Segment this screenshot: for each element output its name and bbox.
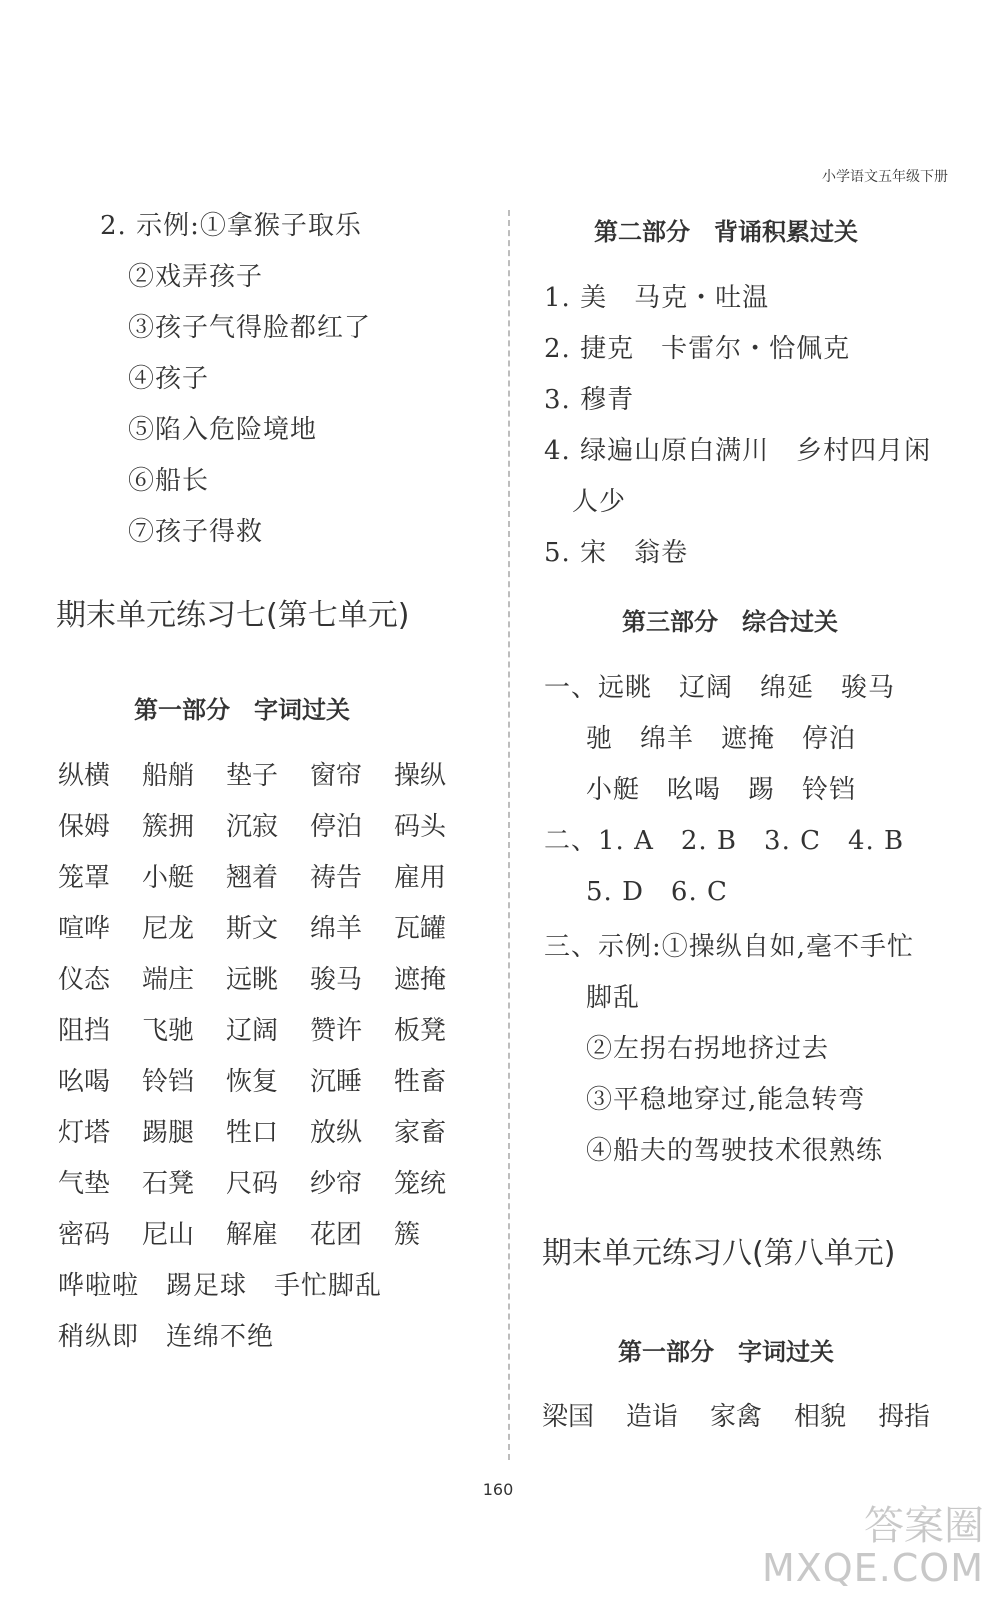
unit7-title: 期末单元练习七(第七单元) (56, 598, 410, 633)
vocab-word: 牲口 (226, 1118, 279, 1148)
part2-line: 2. 捷克 卡雷尔・恰佩克 (544, 334, 851, 364)
vocab-word: 铃铛 (142, 1067, 195, 1097)
watermark-logo (762, 1504, 984, 1590)
part1-title: 第一部分 字词过关 (134, 696, 350, 724)
part3-line: ②左拐右拐地挤过去 (586, 1034, 830, 1064)
vocab-row (58, 755, 478, 792)
vocab-word: 垫子 (226, 761, 279, 791)
vocab-word: 气垫 (58, 1169, 111, 1199)
part3-line: 驰 绵羊 遮掩 停泊 (586, 724, 857, 754)
vocab-word: 簇 (394, 1220, 421, 1250)
q2-line: ⑥船长 (128, 466, 210, 496)
part3-line: 5. D 6. C (586, 877, 728, 907)
vocab-row (58, 806, 478, 843)
vocab-row (58, 908, 478, 945)
vocab-word: 窗帘 (310, 761, 363, 791)
part2-line: 4. 绿遍山原白满川 乡村四月闲 (544, 436, 932, 466)
part1b-title: 第一部分 字词过关 (618, 1338, 834, 1366)
part3-line: 三、示例:①操纵自如,毫不手忙 (544, 932, 915, 962)
vocab-word: 密码 (58, 1220, 111, 1250)
part3-title: 第三部分 综合过关 (622, 608, 838, 636)
unit8-title: 期末单元练习八(第八单元) (542, 1236, 896, 1271)
vocab-word: 笼统 (394, 1169, 447, 1199)
vocab-word: 远眺 (226, 965, 279, 995)
watermark-text: 答案圈 (864, 1503, 984, 1550)
vocab-word: 端庄 (142, 965, 195, 995)
part2-title: 第二部分 背诵积累过关 (594, 218, 858, 246)
vocab-word: 瓦罐 (394, 914, 447, 944)
q2-line: ③孩子气得脸都红了 (128, 313, 372, 343)
vocab-word: 笼罩 (58, 863, 111, 893)
vocab-row (58, 857, 478, 894)
vocab-word: 石凳 (142, 1169, 195, 1199)
vocab-word: 板凳 (394, 1016, 447, 1046)
vocab-word: 雇用 (394, 863, 447, 893)
part3-line: ④船夫的驾驶技术很熟练 (586, 1136, 884, 1166)
vocab-row (58, 1214, 478, 1251)
vocab-word: 拇指 (878, 1402, 931, 1432)
part2-line: 人少 (572, 487, 627, 517)
part3-line: ③平稳地穿过,能急转弯 (586, 1085, 866, 1115)
vocab-word: 恢复 (226, 1067, 279, 1097)
q2-line: ②戏弄孩子 (128, 262, 264, 292)
column-divider (508, 210, 510, 1460)
vocab-row (58, 1163, 478, 1200)
vocab-word: 祷告 (310, 863, 363, 893)
vocab-word: 梁国 (542, 1402, 595, 1432)
vocab-word: 停泊 (310, 812, 363, 842)
vocab-word: 船艄 (142, 761, 195, 791)
vocab-tail-line: 稍纵即 连绵不绝 (58, 1322, 275, 1352)
part2-line: 1. 美 马克・吐温 (544, 283, 770, 313)
vocab-row (542, 1396, 962, 1433)
page-number: 160 (482, 1480, 514, 1499)
page-header: 小学语文五年级下册 (822, 169, 948, 185)
vocab-word: 纵横 (58, 761, 111, 791)
vocab-word: 翘着 (226, 863, 279, 893)
vocab-word: 牲畜 (394, 1067, 447, 1097)
vocab-word: 尼山 (142, 1220, 195, 1250)
q2-line: ⑦孩子得救 (128, 517, 264, 547)
vocab-word: 喧哗 (58, 914, 111, 944)
part2-line: 5. 宋 翁卷 (544, 538, 689, 568)
vocab-row (58, 959, 478, 996)
vocab-word: 辽阔 (226, 1016, 279, 1046)
vocab-word: 遮掩 (394, 965, 447, 995)
vocab-word: 小艇 (142, 863, 195, 893)
vocab-word: 灯塔 (58, 1118, 111, 1148)
q2-line: 2. 示例:①拿猴子取乐 (100, 211, 362, 241)
vocab-tail-line: 哗啦啦 踢足球 手忙脚乱 (58, 1271, 383, 1301)
vocab-row (58, 1112, 478, 1149)
vocab-word: 簇拥 (142, 812, 195, 842)
vocab-word: 尺码 (226, 1169, 279, 1199)
vocab-word: 纱帘 (310, 1169, 363, 1199)
vocab-word: 赞许 (310, 1016, 363, 1046)
vocab-word: 家禽 (710, 1402, 763, 1432)
part3-line: 二、1. A 2. B 3. C 4. B (544, 826, 905, 856)
vocab-word: 阻挡 (58, 1016, 111, 1046)
vocab-word: 沉睡 (310, 1067, 363, 1097)
vocab-word: 斯文 (226, 914, 279, 944)
vocab-word: 飞驰 (142, 1016, 195, 1046)
vocab-word: 踢腿 (142, 1118, 195, 1148)
vocab-word: 尼龙 (142, 914, 195, 944)
vocab-word: 花团 (310, 1220, 363, 1250)
vocab-word: 码头 (394, 812, 447, 842)
vocab-word: 绵羊 (310, 914, 363, 944)
part3-line: 小艇 吆喝 踢 铃铛 (586, 775, 857, 805)
vocab-word: 操纵 (394, 761, 447, 791)
vocab-row (58, 1010, 478, 1047)
vocab-word: 吆喝 (58, 1067, 111, 1097)
q2-line: ④孩子 (128, 364, 210, 394)
vocab-word: 沉寂 (226, 812, 279, 842)
vocab-word: 保姆 (58, 812, 111, 842)
vocab-word: 相貌 (794, 1402, 847, 1432)
vocab-word: 放纵 (310, 1118, 363, 1148)
vocab-word: 造诣 (626, 1402, 679, 1432)
vocab-word: 解雇 (226, 1220, 279, 1250)
vocab-word: 家畜 (394, 1118, 447, 1148)
vocab-word: 仪态 (58, 965, 111, 995)
part3-line: 一、远眺 辽阔 绵延 骏马 (544, 673, 896, 703)
vocab-row (58, 1061, 478, 1098)
part2-line: 3. 穆青 (544, 385, 635, 415)
watermark-url: MXQE.COM (761, 1546, 984, 1591)
part3-line: 脚乱 (586, 983, 641, 1013)
q2-line: ⑤陷入危险境地 (128, 415, 318, 445)
vocab-word: 骏马 (310, 965, 363, 995)
